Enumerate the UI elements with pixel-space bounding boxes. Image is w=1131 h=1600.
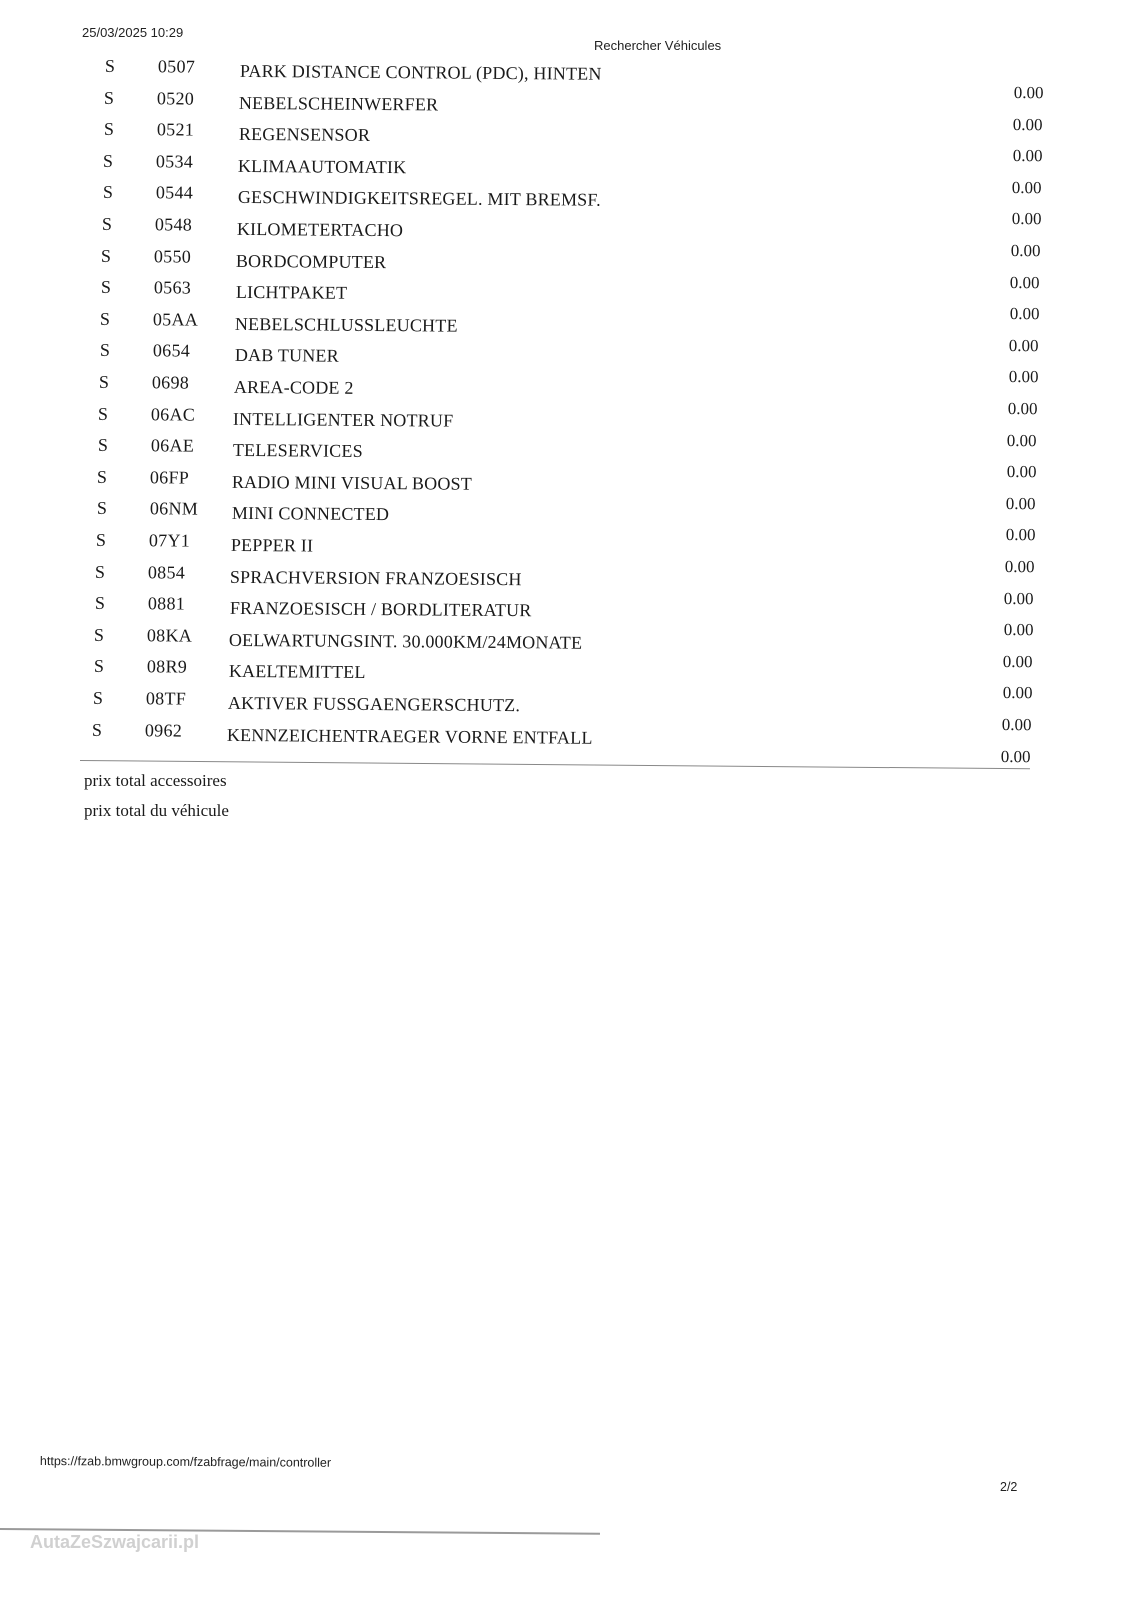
option-status: S <box>101 245 112 266</box>
option-price: 0.00 <box>1005 493 1036 513</box>
page-number: 2/2 <box>1000 1480 1018 1494</box>
option-price: 0.00 <box>1012 146 1043 166</box>
option-status: S <box>103 119 114 140</box>
watermark: AutaZeSzwajcarii.pl <box>30 1532 200 1552</box>
option-price: 0.00 <box>1007 398 1038 419</box>
option-price: 0.00 <box>1004 588 1034 608</box>
option-description: DAB TUNER <box>234 345 339 367</box>
option-status: S <box>92 719 103 740</box>
option-status: S <box>98 371 110 392</box>
option-code: 0507 <box>157 56 196 77</box>
option-description: RADIO MINI VISUAL BOOST <box>232 471 473 494</box>
option-code: 0550 <box>154 245 192 267</box>
option-status: S <box>99 340 110 361</box>
option-code: 06AC <box>151 403 196 425</box>
option-status: S <box>102 182 113 203</box>
option-status: S <box>94 593 105 614</box>
option-status: S <box>104 87 115 108</box>
option-code: 0520 <box>157 87 195 109</box>
accessories-total-label: prix total accessoires <box>84 771 227 790</box>
option-price: 0.00 <box>1013 114 1043 134</box>
option-code: 08TF <box>145 688 187 709</box>
option-description: KLIMAAUTOMATIK <box>238 155 407 178</box>
option-description: KENNZEICHENTRAEGER VORNE ENTFALL <box>227 724 594 748</box>
option-description: KAELTEMITTEL <box>228 661 366 683</box>
option-price: 0.00 <box>1007 430 1037 450</box>
option-code: 0654 <box>152 340 190 361</box>
option-status: S <box>97 435 108 456</box>
option-code: 0962 <box>145 719 183 741</box>
option-price: 0.00 <box>1004 556 1035 577</box>
option-price: 0.00 <box>1009 304 1040 324</box>
option-description: TELESERVICES <box>232 440 363 462</box>
option-description: REGENSENSOR <box>238 124 370 146</box>
option-description: INTELLIGENTER NOTRUF <box>233 408 454 431</box>
option-code: 0563 <box>153 277 192 298</box>
option-price: 0.00 <box>1003 620 1034 640</box>
option-code: 08R9 <box>146 656 187 677</box>
option-status: S <box>103 150 114 171</box>
option-status: S <box>104 55 116 76</box>
option-price: 0.00 <box>1001 714 1032 735</box>
option-description: MINI CONNECTED <box>231 503 389 525</box>
option-code: 06NM <box>149 498 198 520</box>
option-status: S <box>100 277 111 298</box>
option-price: 0.00 <box>1002 683 1033 703</box>
option-status: S <box>92 687 104 708</box>
option-price: 0.00 <box>1008 367 1039 387</box>
option-code: 05AA <box>153 309 199 330</box>
option-price: 0.00 <box>1001 746 1031 766</box>
option-status: S <box>97 466 108 487</box>
option-status: S <box>101 213 113 234</box>
option-description: NEBELSCHLUSSLEUCHTE <box>235 313 458 336</box>
option-description: PEPPER II <box>230 534 314 556</box>
option-code: 0534 <box>156 151 194 172</box>
option-price: 0.00 <box>1011 209 1042 229</box>
option-description: GESCHWINDIGKEITSREGEL. MIT BREMSF. <box>237 187 601 211</box>
option-code: 08KA <box>147 625 193 646</box>
option-price: 0.00 <box>1005 525 1036 545</box>
option-code: 07Y1 <box>148 530 191 551</box>
option-code: 0548 <box>154 214 193 235</box>
option-description: BORDCOMPUTER <box>236 250 387 272</box>
option-description: SPRACHVERSION FRANZOESISCH <box>230 566 523 589</box>
option-code: 0854 <box>148 561 186 583</box>
option-price: 0.00 <box>1010 240 1041 261</box>
vehicle-total-label: prix total du véhicule <box>84 801 229 820</box>
option-price: 0.00 <box>1013 82 1044 103</box>
option-code: 0521 <box>156 119 195 140</box>
option-status: S <box>98 403 109 424</box>
option-description: LICHTPAKET <box>235 282 348 303</box>
option-description: FRANZOESISCH / BORDLITERATUR <box>229 598 532 621</box>
option-price: 0.00 <box>1002 651 1033 671</box>
option-code: 0698 <box>151 372 190 393</box>
option-status: S <box>95 529 107 550</box>
option-status: S <box>93 656 104 677</box>
page-title: Rechercher Véhicules <box>594 38 722 53</box>
option-code: 06AE <box>150 435 195 456</box>
option-description: PARK DISTANCE CONTROL (PDC), HINTEN <box>239 60 602 84</box>
option-description: OELWARTUNGSINT. 30.000KM/24MONATE <box>229 629 583 653</box>
option-status: S <box>94 624 105 645</box>
option-price: 0.00 <box>1010 272 1040 292</box>
option-price: 0.00 <box>1008 335 1039 355</box>
option-code: 06FP <box>150 467 190 488</box>
option-description: KILOMETERTACHO <box>236 218 404 241</box>
options-table <box>0 0 1131 770</box>
option-code: 0544 <box>155 182 193 203</box>
option-price: 0.00 <box>1006 462 1037 482</box>
option-status: S <box>96 498 107 519</box>
option-status: S <box>95 561 106 582</box>
option-description: NEBELSCHEINWERFER <box>239 92 439 115</box>
option-code: 0881 <box>147 593 186 614</box>
option-price: 0.00 <box>1011 177 1042 197</box>
print-datetime: 25/03/2025 10:29 <box>82 25 184 40</box>
option-description: AKTIVER FUSSGAENGERSCHUTZ. <box>227 692 521 716</box>
footer-url: https://fzab.bmwgroup.com/fzabfrage/main/controller <box>39 1454 332 1470</box>
option-description: AREA-CODE 2 <box>233 376 354 398</box>
option-status: S <box>100 308 111 329</box>
